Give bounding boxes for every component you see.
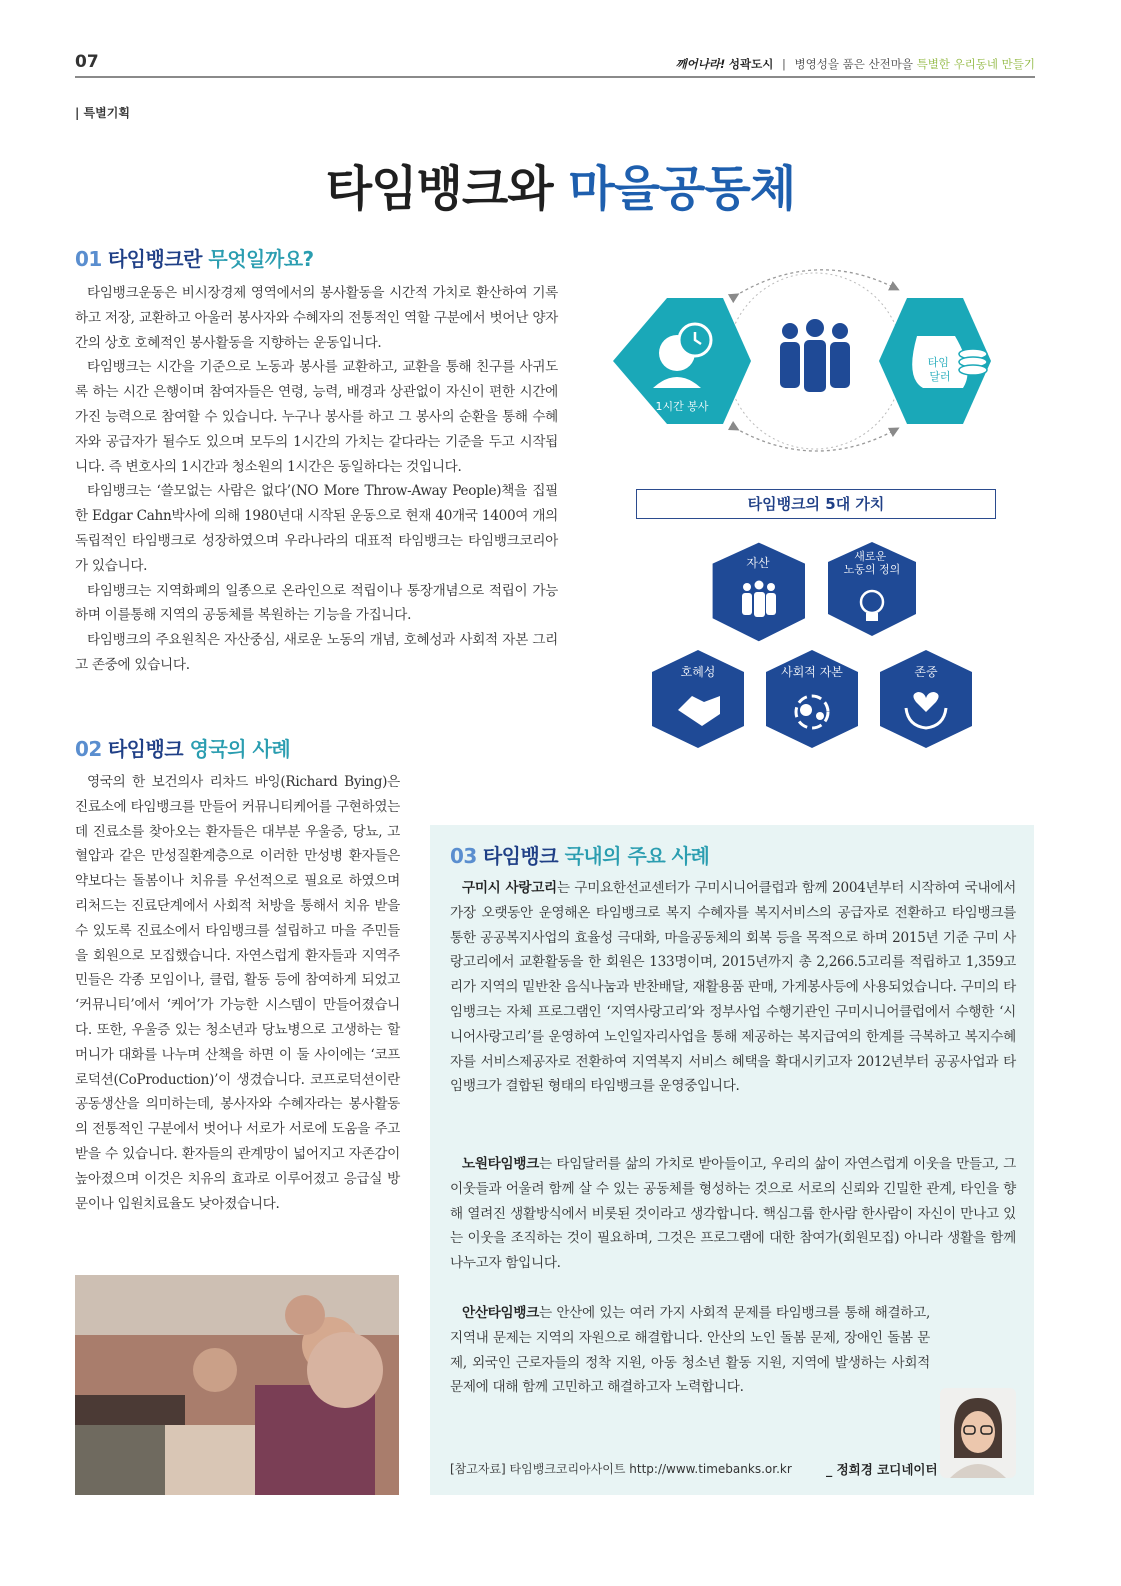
- header-subtitle-accent: 특별한 우리동네 만들기: [916, 57, 1035, 71]
- section2-title-teal: 영국의 사례: [189, 737, 291, 761]
- header-separator: |: [782, 57, 786, 71]
- title-part1: 타임뱅크와: [325, 161, 553, 217]
- title-part2: 마을공동체: [568, 161, 796, 217]
- section3-item-ansan: [450, 1301, 930, 1400]
- left-label: 1시간 봉사: [655, 400, 709, 413]
- value-label-new-labor-line2: 노동의 정의: [843, 563, 901, 576]
- page-number: 07: [75, 52, 99, 72]
- section1-paragraph: 타임뱅크는 지역화폐의 일종으로 온라인으로 적립이나 통장개념으로 적립이 가능하며 이를통해 지역의 공동체를 복원하는 기능을 가집니다.: [75, 582, 558, 624]
- item-text: 는 안산에 있는 여러 가지 사회적 문제를 타임뱅크를 통해 해결하고, 지역내 문제는 지역의 자원으로 해결합니다. 안산의 노인 돌봄 문제, 장애인 돌봄 문제, 외국인 근로자들의 정착 지원, 아동 청소년 활동 지원, 지역에 발생하는 사회적 문제에 대해 함께 고민하고 해결하고자 노력합니다.: [450, 1305, 930, 1396]
- reference-note: [참고자료] 타임뱅크코리아사이트 http://www.timebanks.or.kr: [450, 1462, 792, 1476]
- value-label-social-capital: 사회적 자본: [781, 665, 843, 679]
- timebank-cycle-diagram: [605, 258, 1025, 458]
- section-tag: | 특별기획: [75, 106, 130, 120]
- section1-title-dark: 타임뱅크란: [107, 247, 202, 271]
- section3-item-nowon: [450, 1152, 1016, 1276]
- right-label-line2: 달러: [929, 370, 951, 383]
- value-hex-new-labor: [828, 542, 916, 636]
- section1-body: [75, 281, 558, 678]
- item-text: 는 구미요한선교센터가 구미시니어클럽과 함께 2004년부터 시작하여 국내에서 가장 오랫동안 운영해온 타임뱅크로 복지 수혜자를 복지서비스의 공급자로 전환하고 타임뱅크를 통한 공공복지사업의 효율성 극대화, 마을공동체의 회복 등을 목적으로 하며 2015년 기준 구미 사랑고리에서 교환활동을 한 회원은 133명이며, 2015년까지 총 2,266.5고리를 적립하고 1,359고리가 지역의 밑반찬 음식나눔과 반찬배달, 재활용품 판매, 가게봉사등에 사용되었습니다. 구미의 타임뱅크는 자체 프로그램인 ‘지역사랑고리’와 정부사업 수행기관인 구미시니어클럽에서 수행한 ‘시니어사랑고리’를 운영하여 노인일자리사업을 통해 제공하는 복지급여의 한계를 극복하고 복지수혜자를 서비스제공자로 전환하여 지역복지 서비스 혜택을 확대시키고자 2012년부터 공공사업과 타임뱅크가 결합된 형태의 타임뱅크를 운영중입니다.: [450, 880, 1016, 1095]
- section1-paragraph: 타임뱅크는 ‘쓸모없는 사람은 없다’(NO More Throw-Away People)책을 집필한 Edgar Cahn박사에 의해 1980년대 시작된 운동으로 현재 40개국 1400여 개의 독립적인 타임뱅크로 성장하였으며 우라나라의 대표적 타임뱅크는 타임뱅크코리아가 있습니다.: [75, 483, 558, 574]
- author-credit: _ 정희경 코디네이터: [826, 1462, 938, 1477]
- item-name: 노원타임뱅크: [462, 1156, 539, 1172]
- section3-item-gumi: [450, 876, 1016, 1099]
- item-name: 구미시 사랑고리: [462, 880, 557, 896]
- people-icon: [742, 581, 776, 618]
- value-hex-reciprocity: [652, 650, 744, 748]
- cycle-arrow-top: [735, 270, 895, 296]
- section3-num: 03: [450, 844, 477, 868]
- section2-title-dark: 타임뱅크: [107, 737, 184, 761]
- section1-heading: [75, 243, 314, 272]
- section2-heading: [75, 733, 290, 762]
- value-label-respect: 존중: [914, 665, 938, 679]
- right-label-line1: 타임: [927, 356, 949, 369]
- section3-title-teal: 국내의 주요 사례: [564, 844, 710, 868]
- value-label-reciprocity: 호혜성: [680, 665, 716, 679]
- author-avatar: [940, 1388, 1016, 1478]
- section2-body: [75, 770, 400, 1216]
- header-subtitle-normal: 병영성을 품은 산전마을: [794, 57, 913, 71]
- item-text: 는 타임달러를 삶의 가치로 받아들이고, 우리의 삶이 자연스럽게 이웃을 만들고, 그 이웃들과 어울려 함께 살 수 있는 공동체를 형성하는 것으로 서로의 신뢰와 긴밀한 관계, 타인을 향해 열려진 생활방식에서 비롯된 것이라고 생각합니다. 핵심그룹 한사람 한사람이 자신이 만나고 있는 이웃을 조직하는 것이 필요하며, 그것은 프로그램에 대한 참여가(회원모집) 아니라 생활을 함께 나누고자 함입니다.: [450, 1156, 1016, 1272]
- value-hex-asset: [713, 543, 805, 642]
- value-label-asset: 자산: [746, 556, 770, 570]
- value-hex-respect: [880, 650, 972, 748]
- section1-paragraph: 타임뱅크는 시간을 기준으로 노동과 봉사를 교환하고, 교환을 통해 친구를 사귀도록 하는 시간 은행이며 참여자들은 연령, 능력, 배경과 상관없이 자신이 편한 시간에 가진 능력으로 참여할 수 있습니다. 누구나 봉사를 하고 그 봉사의 순환을 통해 수혜자와 공급자가 될수도 있으며 모두의 1시간의 가치는 같다라는 기준을 두고 시작됩니다. 즉 변호사의 1시간과 청소원의 1시간은 동일하다는 것입니다.: [75, 359, 558, 475]
- header-city: 성곽도시: [728, 57, 774, 71]
- section2-num: 02: [75, 737, 102, 761]
- header-subtitle: [676, 56, 1035, 72]
- values-title: 타임뱅크의 5대 가치: [636, 489, 996, 519]
- value-hex-social-capital: [766, 650, 858, 748]
- item-name: 안산타임뱅크: [462, 1305, 539, 1321]
- section1-num: 01: [75, 247, 102, 271]
- value-label-new-labor-line1: 새로운: [854, 550, 887, 563]
- community-photo: [75, 1275, 399, 1495]
- five-values-diagram: [640, 530, 1020, 770]
- section1-paragraph: 타임뱅크의 주요원칙은 자산중심, 새로운 노동의 개념, 호혜성과 사회적 자본 그리고 존중에 있습니다.: [75, 632, 558, 673]
- section1-paragraph: 타임뱅크운동은 비시장경제 영역에서의 봉사활동을 시간적 가치로 환산하여 기록하고 저장, 교환하고 아울러 봉사자와 수혜자의 전통적인 역할 구분에서 벗어난 양자간의 상호 호혜적인 봉사활동을 지향하는 운동입니다.: [75, 285, 558, 351]
- cycle-arrow-bottom: [735, 428, 895, 451]
- section3-title-dark: 타임뱅크: [482, 844, 559, 868]
- section3-heading: [450, 840, 709, 869]
- section1-title-teal: 무엇일까요?: [208, 247, 314, 271]
- section2-paragraph: 영국의 한 보건의사 리차드 바잉(Richard Bying)은 진료소에 타임뱅크를 만들어 커뮤니티케어를 구현하였는데 진료소를 찾아오는 환자들은 대부분 우울증, 당뇨, 고혈압과 같은 만성질환계층으로 이러한 만성병 환자들은 약보다는 돌봄이나 치유를 우선적으로 필요로 하였으며 리처드는 진료단계에서 사회적 처방을 통해서 치유 받을 수 있도록 진료소에서 타임뱅크를 설립하고 마을 주민들을 회원으로 모집했습니다. 자연스럽게 환자들과 지역주민들은 각종 모임이나, 클럽, 활동 등에 참여하게 되었고 ‘커뮤니티’에서 ‘케어’가 가능한 시스템이 만들어졌습니다. 또한, 우울증 있는 청소년과 당뇨병으로 고생하는 할머니가 대화를 나누며 산책을 하면 이 둘 사이에는 ‘코프로덕션(CoProduction)’이 생겼습니다. 코프로덕션이란 공동생산을 의미하는데, 봉사자와 수혜자라는 봉사활동의 전통적인 구분에서 벗어나 서로가 서로에 도움을 주고 받을 수 있습니다. 환자들의 관계망이 넓어지고 자존감이 높아졌으며 이것은 치유의 효과로 이루어졌고 응급실 방문이나 입원치료율도 낮아졌습니다.: [75, 774, 400, 1212]
- header-logo: 깨어나라!: [675, 57, 726, 71]
- people-icon: [780, 319, 850, 392]
- page-title: [0, 150, 1121, 219]
- header-divider: [75, 76, 1035, 78]
